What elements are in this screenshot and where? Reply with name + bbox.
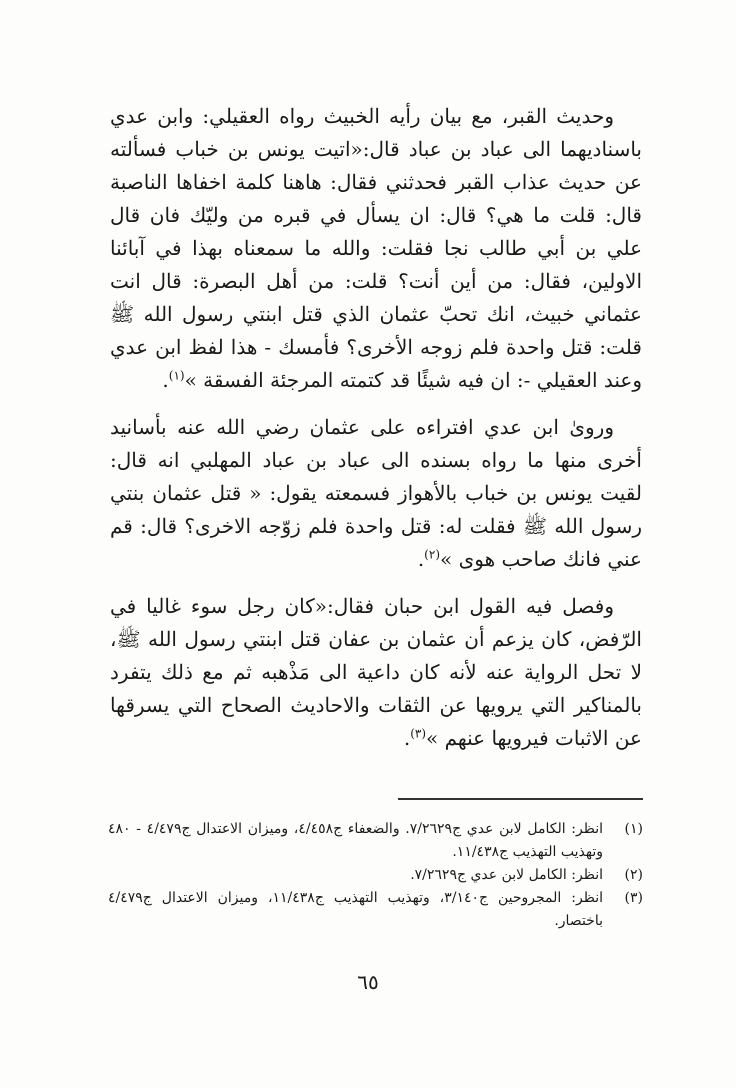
page-number: ٦٥ bbox=[357, 970, 379, 994]
paragraph-1-text: وحديث القبر، مع بيان رأيه الخبيث رواه العقيلي: وابن عدي باسناديهما الى عباد بن عباد قال:«اتيت يونس بن خباب فسألته عن حديث عذاب القبر فحدثني فقال: هاهنا كلمة اخفاها الناصبة قال: قلت ما هي؟ قال: ان يسأل في قبره من وليّك فان قال علي بن أبي طالب نجا فقلت: والله ما سمعناه بهذا في آبائنا الاولين، فقال: من أين أنت؟ قلت: من أهل البصرة: قال انت عثماني خبيث، انك تحبّ عثمان الذي قتل ابنتي رسول الله ﷺ قلت: قتل واحدة فلم زوجه الأخرى؟ فأمسك - هذا لفظ ابن عدي وعند العقيلي -: ان فيه شيئًا قد كتمته المرجئة الفسقة » bbox=[110, 104, 642, 392]
paragraph-3-text: وفصل فيه القول ابن حبان فقال:«كان رجل سوء غاليا في الرّفض، كان يزعم أن عثمان بن عفان قتل ابنتي رسول الله ﷺ، لا تحل الرواية عنه لأنه كان داعية الى مَذْهبه ثم مع ذلك يتفرد بالمناكير التي يرويها عن الثقات والاحاديث الصحاح التي يسرقها عن الاثبات فيرويها عنهم » bbox=[110, 594, 642, 750]
paragraph-2: وروىٰ ابن عدي افتراءه على عثمان رضي الله عنه بأسانيد أخرى منها ما رواه بسنده الى عباد بن عباد المهلبي انه قال: لقيت يونس بن خباب بالأهواز فسمعته يقول: « قتل عثمان بنتي رسول الله ﷺ فقلت له: قتل واحدة فلم زوّجه الاخرى؟ قال: قم عني فانك صاحب هوى »$^{(٢)}$. bbox=[110, 415, 642, 571]
footnote-1 bbox=[108, 818, 643, 864]
footnote-3-number: (٣) bbox=[624, 890, 643, 906]
footnote-2 bbox=[108, 864, 643, 887]
footnote-ref-3: (٣) bbox=[410, 726, 427, 741]
footnote-1-number: (١) bbox=[624, 821, 643, 837]
footnote-divider bbox=[398, 798, 643, 800]
paragraph-1: وحديث القبر، مع بيان رأيه الخبيث رواه العقيلي: وابن عدي باسناديهما الى عباد بن عباد قال:«اتيت يونس بن خباب فسألته عن حديث عذاب القبر فحدثني فقال: هاهنا كلمة اخفاها الناصبة قال: قلت ما هي؟ قال: ان يسأل في قبره من وليّك فان قال علي بن أبي طالب نجا فقلت: والله ما سمعناه بهذا في آبائنا الاولين، فقال: من أين أنت؟ قلت: من أهل البصرة: قال انت عثماني خبيث، انك تحبّ عثمان الذي قتل ابنتي رسول الله ﷺ قلت: قتل واحدة فلم زوجه الأخرى؟ فأمسك - هذا لفظ ابن عدي وعند العقيلي -: ان فيه شيئًا قد كتمته المرجئة الفسقة »$^{(١)}$. bbox=[110, 104, 642, 392]
footnote-2-text: انظر: الكامل لابن عدي ج٧/٢٦٢٩. bbox=[410, 867, 603, 883]
footnote-ref-1: (١) bbox=[168, 368, 185, 383]
paragraph-2-text: وروىٰ ابن عدي افتراءه على عثمان رضي الله عنه بأسانيد أخرى منها ما رواه بسنده الى عباد بن عباد المهلبي انه قال: لقيت يونس بن خباب بالأهواز فسمعته يقول: « قتل عثمان بنتي رسول الله ﷺ فقلت له: قتل واحدة فلم زوّجه الاخرى؟ قال: قم عني فانك صاحب هوى » bbox=[110, 415, 642, 571]
footnote-ref-2: (٢) bbox=[424, 547, 440, 562]
main-text bbox=[110, 100, 642, 755]
footnote-2-number: (٢) bbox=[624, 867, 643, 883]
footnotes bbox=[108, 818, 643, 933]
footnote-3-text: انظر: المجروحين ج٣/١٤٠، وتهذيب التهذيب ج١١/٤٣٨، وميزان الاعتدال ج٤/٤٧٩ باختصار. bbox=[108, 890, 603, 929]
paragraph-3: وفصل فيه القول ابن حبان فقال:«كان رجل سوء غاليا في الرّفض، كان يزعم أن عثمان بن عفان قتل ابنتي رسول الله ﷺ، لا تحل الرواية عنه لأنه كان داعية الى مَذْهبه ثم مع ذلك يتفرد بالمناكير التي يرويها عن الثقات والاحاديث الصحاح التي يسرقها عن الاثبات فيرويها عنهم »$^{(٣)}$. bbox=[110, 594, 642, 750]
footnote-1-text: انظر: الكامل لابن عدي ج٧/٢٦٢٩. والضعفاء ج٤/٤٥٨، وميزان الاعتدال ج٤/٤٧٩ - ٤٨٠ وتهذيب التهذيب ج١١/٤٣٨. bbox=[108, 821, 603, 860]
footnote-3 bbox=[108, 887, 643, 933]
